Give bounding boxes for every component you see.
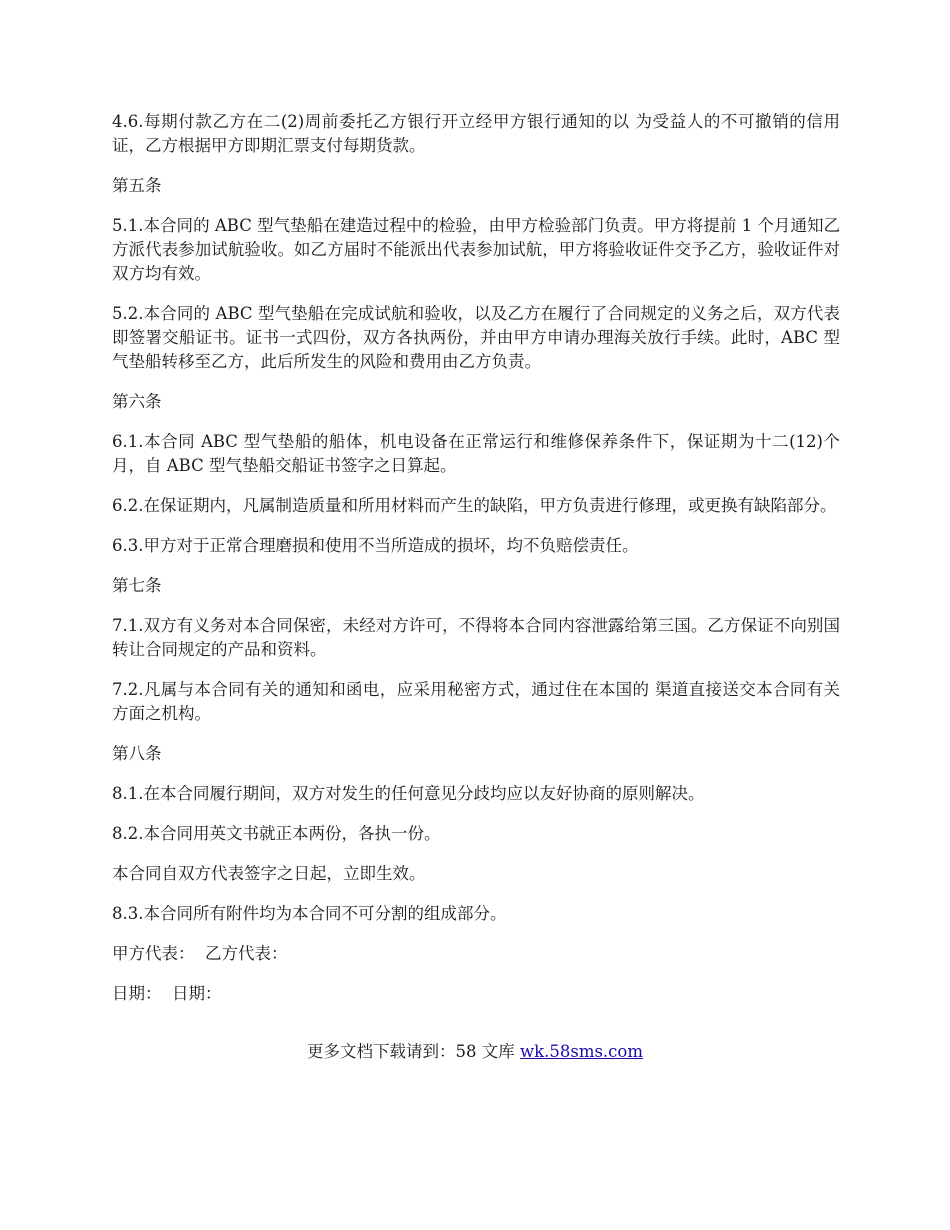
article-8-heading: 第八条 [112, 744, 162, 763]
representatives-line: 甲方代表： 乙方代表： [112, 944, 288, 963]
clause-6-2: 6.2.在保证期内，凡属制造质量和所用材料而产生的缺陷，甲方负责进行修理，或更换有缺陷部分。 [112, 496, 837, 515]
clause-8-2: 8.2.本合同用英文书就正本两份，各执一份。 [112, 824, 441, 843]
clause-7-2: 7.2.凡属与本合同有关的通知和函电，应采用秘密方式，通过住在本国的 渠道直接送交本合同有关方面之机构。 [112, 680, 840, 723]
clause-8-3: 8.3.本合同所有附件均为本合同不可分割的组成部分。 [112, 904, 507, 923]
article-5-heading: 第五条 [112, 176, 162, 195]
footer-prefix: 更多文档下载请到：58 文库 [306, 1042, 520, 1061]
clause-6-1: 6.1.本合同 ABC 型气垫船的船体，机电设备在正常运行和维修保养条件下，保证期为十二(12)个月，自 ABC 型气垫船交船证书签字之日算起。 [112, 432, 840, 475]
document-body [112, 110, 840, 1022]
clause-4-6: 4.6.每期付款乙方在二(2)周前委托乙方银行开立经甲方银行通知的以 为受益人的不可撤销的信用证，乙方根据甲方即期汇票支付每期货款。 [112, 112, 840, 155]
footer-link[interactable]: wk.58sms.com [519, 1042, 643, 1061]
clause-5-1: 5.1.本合同的 ABC 型气垫船在建造过程中的检验，由甲方检验部门负责。甲方将提前 1 个月通知乙方派代表参加试航验收。如乙方届时不能派出代表参加试航，甲方将验收证件交予乙方，验收证件对双方均有效。 [112, 216, 840, 283]
article-7-heading: 第七条 [112, 576, 162, 595]
clause-7-1: 7.1.双方有义务对本合同保密，未经对方许可，不得将本合同内容泄露给第三国。乙方保证不向别国转让合同规定的产品和资料。 [112, 616, 840, 659]
effective-clause: 本合同自双方代表签字之日起，立即生效。 [112, 864, 426, 883]
footer [0, 1040, 950, 1064]
date-line: 日期： 日期： [112, 984, 222, 1003]
article-6-heading: 第六条 [112, 392, 162, 411]
clause-5-2: 5.2.本合同的 ABC 型气垫船在完成试航和验收，以及乙方在履行了合同规定的义务之后，双方代表即签署交船证书。证书一式四份，双方各执两份，并由甲方申请办理海关放行手续。此时，ABC 型气垫船转移至乙方，此后所发生的风险和费用由乙方负责。 [112, 304, 840, 371]
clause-8-1: 8.1.在本合同履行期间，双方对发生的任何意见分歧均应以友好协商的原则解决。 [112, 784, 705, 803]
clause-6-3: 6.3.甲方对于正常合理磨损和使用不当所造成的损坏，均不负赔偿责任。 [112, 536, 639, 555]
